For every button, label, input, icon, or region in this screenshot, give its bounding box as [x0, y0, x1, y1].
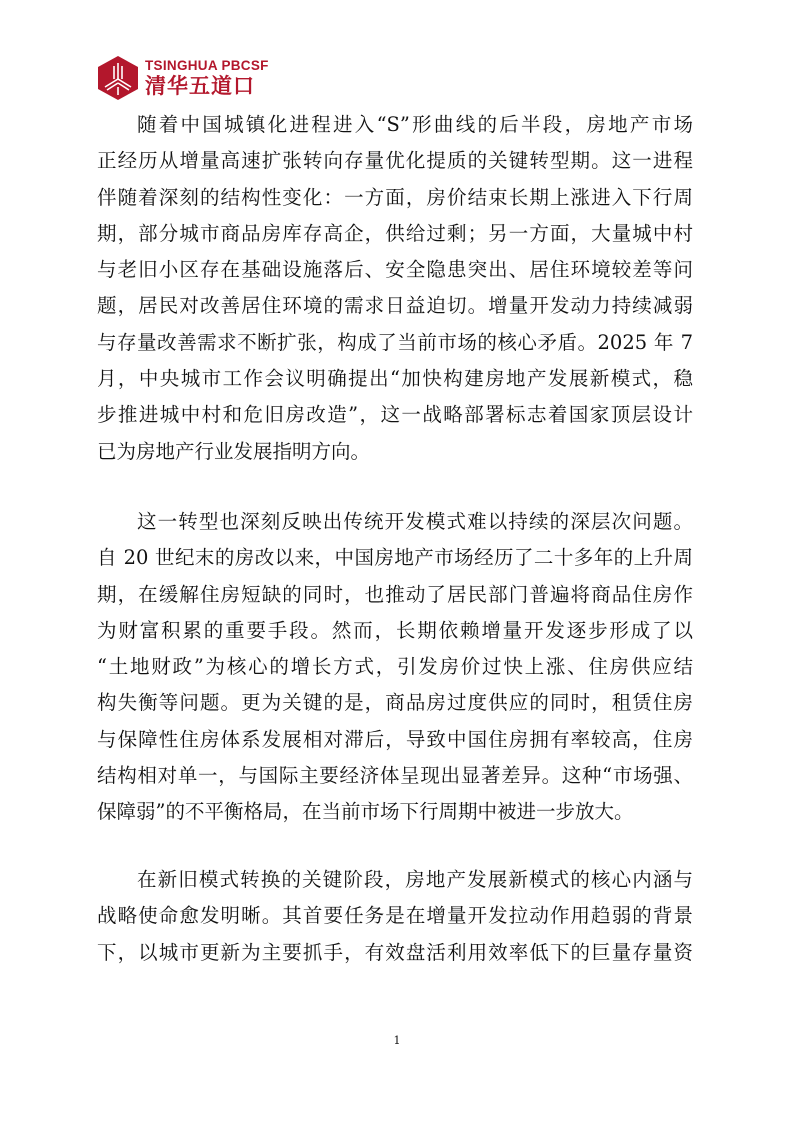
text-line: “土地财政”为核心的增长方式，引发房价过快上涨、住房供应结 — [97, 655, 693, 679]
text-line: 月，中央城市工作会议明确提出“加快构建房地产发展新模式，稳 — [97, 367, 693, 391]
text-line: 与保障性住房体系发展相对滞后，导致中国住房拥有率较高，住房 — [97, 727, 693, 751]
text-line: 在新旧模式转换的关键阶段，房地产发展新模式的核心内涵与 — [137, 868, 693, 891]
text-line: 下，以城市更新为主要抓手，有效盘活利用效率低下的巨量存量资 — [97, 940, 693, 964]
page-number: 1 — [393, 1034, 401, 1047]
text-line: 构失衡等问题。更为关键的是，商品房过度供应的同时，租赁住房 — [97, 691, 693, 715]
header-logo — [97, 55, 269, 101]
text-line: 正经历从增量高速扩张转向存量优化提质的关键转型期。这一进程 — [97, 149, 693, 173]
paragraph-3 — [97, 862, 693, 971]
text-line: 与存量改善需求不断扩张，构成了当前市场的核心矛盾。2025 年 7 — [97, 330, 693, 354]
text-line: 与老旧小区存在基础设施落后、安全隐患突出、居住环境较差等问 — [97, 258, 693, 282]
text-line: 这一转型也深刻反映出传统开发模式难以持续的深层次问题。 — [137, 510, 693, 533]
logo-english-text: TSINGHUA PBCSF — [145, 58, 269, 74]
text-line: 题，居民对改善居住环境的需求日益迫切。增量开发动力持续减弱 — [97, 294, 693, 318]
text-line: 随着中国城镇化进程进入“S”形曲线的后半段，房地产市场 — [137, 113, 693, 136]
text-line: 为财富积累的重要手段。然而，长期依赖增量开发逐步形成了以 — [97, 618, 693, 642]
text-line: 自 20 世纪末的房改以来，中国房地产市场经历了二十多年的上升周 — [97, 546, 693, 570]
text-line: 步推进城中村和危旧房改造”，这一战略部署标志着国家顶层设计 — [97, 403, 693, 427]
text-line: 结构相对单一，与国际主要经济体呈现出显著差异。这种“市场强、 — [97, 764, 693, 788]
text-line: 期，部分城市商品房库存高企，供给过剩；另一方面，大量城中村 — [97, 221, 693, 245]
paragraph-1 — [97, 107, 693, 470]
text-line: 保障弱”的不平衡格局，在当前市场下行周期中被进一步放大。 — [97, 800, 634, 824]
tsinghua-pbcsf-logo-icon — [97, 55, 139, 101]
text-line: 期，在缓解住房短缺的同时，也推动了居民部门普遍将商品住房作 — [97, 582, 693, 606]
text-line: 伴随着深刻的结构性变化：一方面，房价结束长期上涨进入下行周 — [97, 185, 693, 209]
logo-chinese-text: 清华五道口 — [145, 73, 255, 98]
text-line: 已为房地产行业发展指明方向。 — [97, 439, 371, 463]
paragraph-2 — [97, 504, 693, 831]
text-line: 战略使命愈发明晰。其首要任务是在增量开发拉动作用趋弱的背景 — [97, 904, 693, 928]
